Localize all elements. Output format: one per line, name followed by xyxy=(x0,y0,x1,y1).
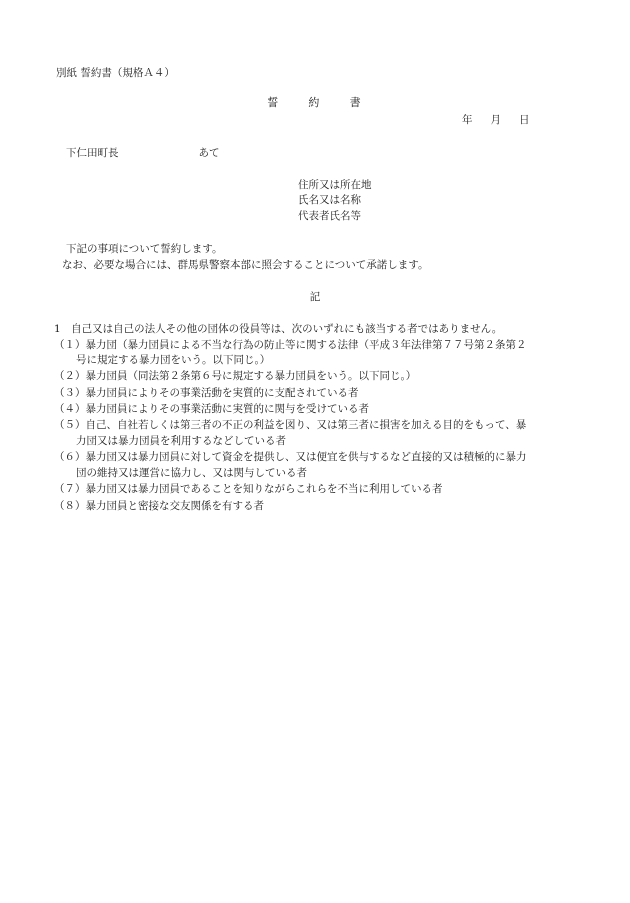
title-char-1: 誓 xyxy=(267,96,281,109)
clause-item-4: （４）暴力団員によりその事業活動に実質的に関与を受けている者 xyxy=(54,403,369,415)
date-day-label: 日 xyxy=(519,114,530,126)
pledge-sentence: 下記の事項について誓約します。 xyxy=(66,243,223,255)
address-label: 住所又は所在地 xyxy=(298,179,372,191)
clause-item-8: （８）暴力団員と密接な交友関係を有する者 xyxy=(54,500,264,512)
clause-item-6-cont: 団の維持又は運営に協力し、又は関与している者 xyxy=(76,467,307,479)
addressee-name: 下仁田町長 xyxy=(66,147,119,159)
name-label: 氏名又は名称 xyxy=(298,194,361,206)
clause-item-5-cont: 力団又は暴力団員を利用するなどしている者 xyxy=(76,435,286,447)
addressee xyxy=(66,146,220,160)
ki-heading: 記 xyxy=(309,291,321,303)
clause-item-1-cont: 号に規定する暴力団をいう。以下同じ。） xyxy=(76,354,271,366)
clause-item-1: （１）暴力団（暴力団員による不当な行為の防止等に関する法律（平成３年法律第７７号第２条第２ xyxy=(54,339,527,351)
title-char-2: 約 xyxy=(308,96,322,109)
attachment-label: 別紙 誓約書（規格Ａ４） xyxy=(56,67,175,79)
document-title xyxy=(0,96,630,110)
date-month-label: 月 xyxy=(490,114,501,126)
clause-item-3: （３）暴力団員によりその事業活動を実質的に支配されている者 xyxy=(54,387,359,399)
addressee-suffix: あて xyxy=(198,147,220,159)
title-char-3: 書 xyxy=(349,96,363,109)
representative-label: 代表者氏名等 xyxy=(298,210,361,222)
date-line xyxy=(462,113,548,127)
clause-item-5: （５）自己、自社若しくは第三者の不正の利益を図り、又は第三者に損害を加える目的をもって、暴 xyxy=(54,419,527,431)
clause-item-6: （６）暴力団又は暴力団員に対して資金を提供し、又は便宜を供与するなど直接的又は積極的に暴力 xyxy=(54,451,527,463)
clause-main: 1 自己又は自己の法人その他の団体の役員等は、次のいずれにも該当する者ではありません。 xyxy=(54,323,503,335)
date-year-label: 年 xyxy=(462,114,473,126)
clause-item-2: （２）暴力団員（同法第２条第６号に規定する暴力団員をいう。以下同じ。） xyxy=(54,370,417,382)
consent-sentence: なお、必要な場合には、群馬県警察本部に照会することについて承諾します。 xyxy=(62,259,429,271)
clause-item-7: （７）暴力団又は暴力団員であることを知りながらこれらを不当に利用している者 xyxy=(54,483,443,495)
